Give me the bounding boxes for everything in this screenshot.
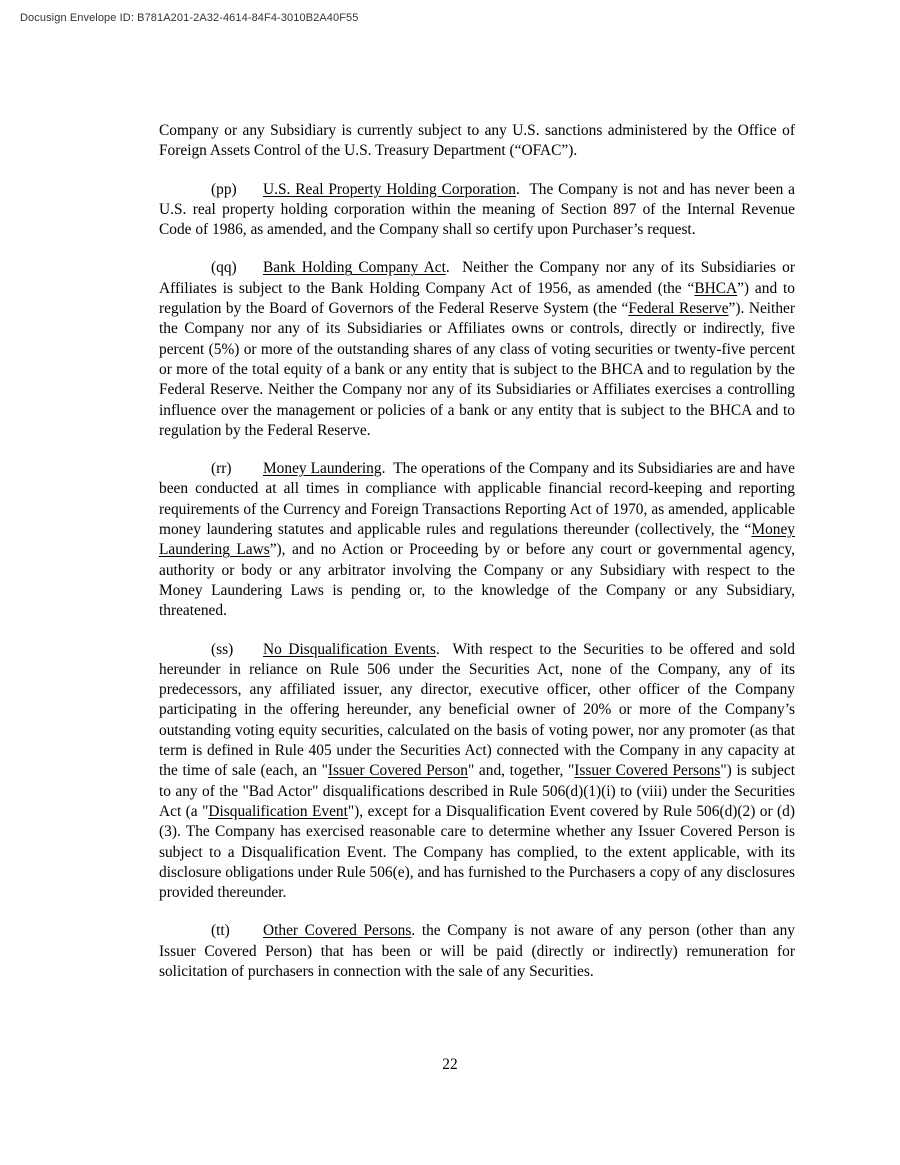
defined-term-disqualification-event: Disqualification Event xyxy=(208,802,348,820)
defined-term-issuer-covered-person: Issuer Covered Person xyxy=(327,762,468,780)
section-pp: (pp) U.S. Real Property Holding Corporation. The Company is not and has never been a U.S. real property holding corporation within the meaning of Section 897 of the Internal Revenue Code of 1986, as amended, and the Company shall so certify upon Purchaser’s request. xyxy=(159,180,795,239)
section-text: ”). Neither the Company nor any of its Subsidiaries or Affiliates owns or controls, directly or indirectly, five percent (5%) or more of the outstanding shares of any class of voting securities or twenty-five percent or more of the total equity of a bank or any entity that is subject to the BHCA and to regulation by the Federal Reserve. Neither the Company nor any of its Subsidiaries or Affiliates exercises a controlling influence over the management or policies of a bank or any entity that is subject to the BHCA and to regulation by the Federal Reserve. xyxy=(159,300,795,439)
page-number: 22 xyxy=(442,1056,458,1073)
section-label: (tt) xyxy=(211,922,230,940)
section-heading: No Disqualification Events xyxy=(263,640,436,658)
section-text: The Company is not and has never been a U.S. real property holding corporation within the meaning of Section 897 of the Internal Revenue Code of 1986, as amended, and the Company shall so certify upon Purchaser’s request. xyxy=(159,180,795,239)
section-label: (pp) xyxy=(211,180,237,198)
section-label: (ss) xyxy=(211,640,234,658)
continuation-paragraph xyxy=(159,121,795,162)
section-text: ") is subject to any of the "Bad Actor" disqualifications described in Rule 506(d)(1)(i) to (viii) under the Securities Act (a " xyxy=(159,762,795,820)
section-heading: Other Covered Persons xyxy=(263,922,412,940)
defined-term-bhca: BHCA xyxy=(694,279,738,297)
section-text: "), except for a Disqualification Event covered by Rule 506(d)(2) or (d)(3). The Company has exercised reasonable care to determine whether any Issuer Covered Person is subject to a Disqualification Event. The Company has complied, to the extent applicable, with its disclosure obligations under Rule 506(e), and has furnished to the Purchasers a copy of any disclosures provided thereunder. xyxy=(159,802,796,902)
section-label: (qq) xyxy=(211,259,237,277)
section-heading: U.S. Real Property Holding Corporation xyxy=(263,180,516,198)
docusign-envelope-id: Docusign Envelope ID: B781A201-2A32-4614-84F4-3010B2A40F55 xyxy=(20,12,359,24)
section-text: ”) and to regulation by the Board of Governors of the Federal Reserve System (the “ xyxy=(159,279,795,318)
section-text: the Company is not aware of any person (other than any Issuer Covered Person) that has been or will be paid (directly or indirectly) remuneration for solicitation of purchasers in connection with the sale of any Securities. xyxy=(159,922,795,980)
defined-term-money-laundering-laws: Money Laundering Laws xyxy=(159,521,795,559)
document-body xyxy=(159,121,795,1000)
section-qq: (qq) Bank Holding Company Act. Neither the Company nor any of its Subsidiaries or Affiliates is subject to the Bank Holding Company Act of 1956, as amended (the “BHCA”) and to regulation by the Board of Governors of the Federal Reserve System (the “Federal Reserve”). Neither the Company nor any of its Subsidiaries or Affiliates owns or controls, directly or indirectly, five percent (5%) or more of the outstanding shares of any class of voting securities or twenty-five percent or more of the total equity of a bank or any entity that is subject to the BHCA and to regulation by the Federal Reserve. Neither the Company nor any of its Subsidiaries or Affiliates exercises a controlling influence over the management or policies of a bank or any entity that is subject to the BHCA and to regulation by the Federal Reserve. xyxy=(159,259,795,439)
section-text: With respect to the Securities to be offered and sold hereunder in reliance on Rule 506 under the Securities Act, none of the Company, any of its predecessors, any affiliated issuer, any director, executive officer, other officer of the Company participating in the offering hereunder, any beneficial owner of 20% or more of the Company’s outstanding voting equity securities, calculated on the basis of voting power, nor any promoter (as that term is defined in Rule 405 under the Securities Act) connected with the Company in any capacity at the time of sale (each, an " xyxy=(159,640,796,780)
section-label: (rr) xyxy=(211,460,232,478)
defined-term-federal-reserve: Federal Reserve xyxy=(628,300,729,318)
defined-term-issuer-covered-persons: Issuer Covered Persons xyxy=(574,762,721,780)
section-text: Neither the Company nor any of its Subsidiaries or Affiliates is subject to the Bank Holding Company Act of 1956, as amended (the “ xyxy=(159,259,795,297)
section-heading: Bank Holding Company Act xyxy=(263,259,446,277)
section-ss: (ss) No Disqualification Events. With respect to the Securities to be offered and sold hereunder in reliance on Rule 506 under the Securities Act, none of the Company, any of its predecessors, any affiliated issuer, any director, executive officer, other officer of the Company participating in the offering hereunder, any beneficial owner of 20% or more of the Company’s outstanding voting equity securities, calculated on the basis of voting power, nor any promoter (as that term is defined in Rule 405 under the Securities Act) connected with the Company in any capacity at the time of sale (each, an "Issuer Covered Person" and, together, "Issuer Covered Persons") is subject to any of the "Bad Actor" disqualifications described in Rule 506(d)(1)(i) to (viii) under the Securities Act (a "Disqualification Event"), except for a Disqualification Event covered by Rule 506(d)(2) or (d)(3). The Company has exercised reasonable care to determine whether any Issuer Covered Person is subject to a Disqualification Event. The Company has complied, to the extent applicable, with its disclosure obligations under Rule 506(e), and has furnished to the Purchasers a copy of any disclosures provided thereunder. xyxy=(159,640,796,902)
section-rr: (rr) Money Laundering. The operations of the Company and its Subsidiaries are and have been conducted at all times in compliance with applicable financial record-keeping and reporting requirements of the Currency and Foreign Transactions Reporting Act of 1970, as amended, applicable money laundering statutes and applicable rules and regulations thereunder (collectively, the “Money Laundering Laws”), and no Action or Proceeding by or before any court or governmental agency, authority or body or any arbitrator involving the Company or any Subsidiary with respect to the Money Laundering Laws is pending or, to the knowledge of the Company or any Subsidiary, threatened. xyxy=(159,460,796,620)
section-text: The operations of the Company and its Subsidiaries are and have been conducted at all times in compliance with applicable financial record-keeping and reporting requirements of the Currency and Foreign Transactions Reporting Act of 1970, as amended, applicable money laundering statutes and applicable rules and regulations thereunder (collectively, the “ xyxy=(159,460,796,539)
continuation-text: Company or any Subsidiary is currently subject to any U.S. sanctions administered by the Office of Foreign Assets Control of the U.S. Treasury Department (“OFAC”). xyxy=(159,122,795,160)
section-text: ”), and no Action or Proceeding by or before any court or governmental agency, authority or body or any arbitrator involving the Company or any Subsidiary with respect to the Money Laundering Laws is pending or, to the knowledge of the Company or any Subsidiary, threatened. xyxy=(159,541,795,620)
section-tt: (tt) Other Covered Persons. the Company is not aware of any person (other than any Issuer Covered Person) that has been or will be paid (directly or indirectly) remuneration for solicitation of purchasers in connection with the sale of any Securities. xyxy=(159,922,795,980)
section-heading: Money Laundering xyxy=(263,460,382,478)
section-text: " and, together, " xyxy=(467,762,575,780)
